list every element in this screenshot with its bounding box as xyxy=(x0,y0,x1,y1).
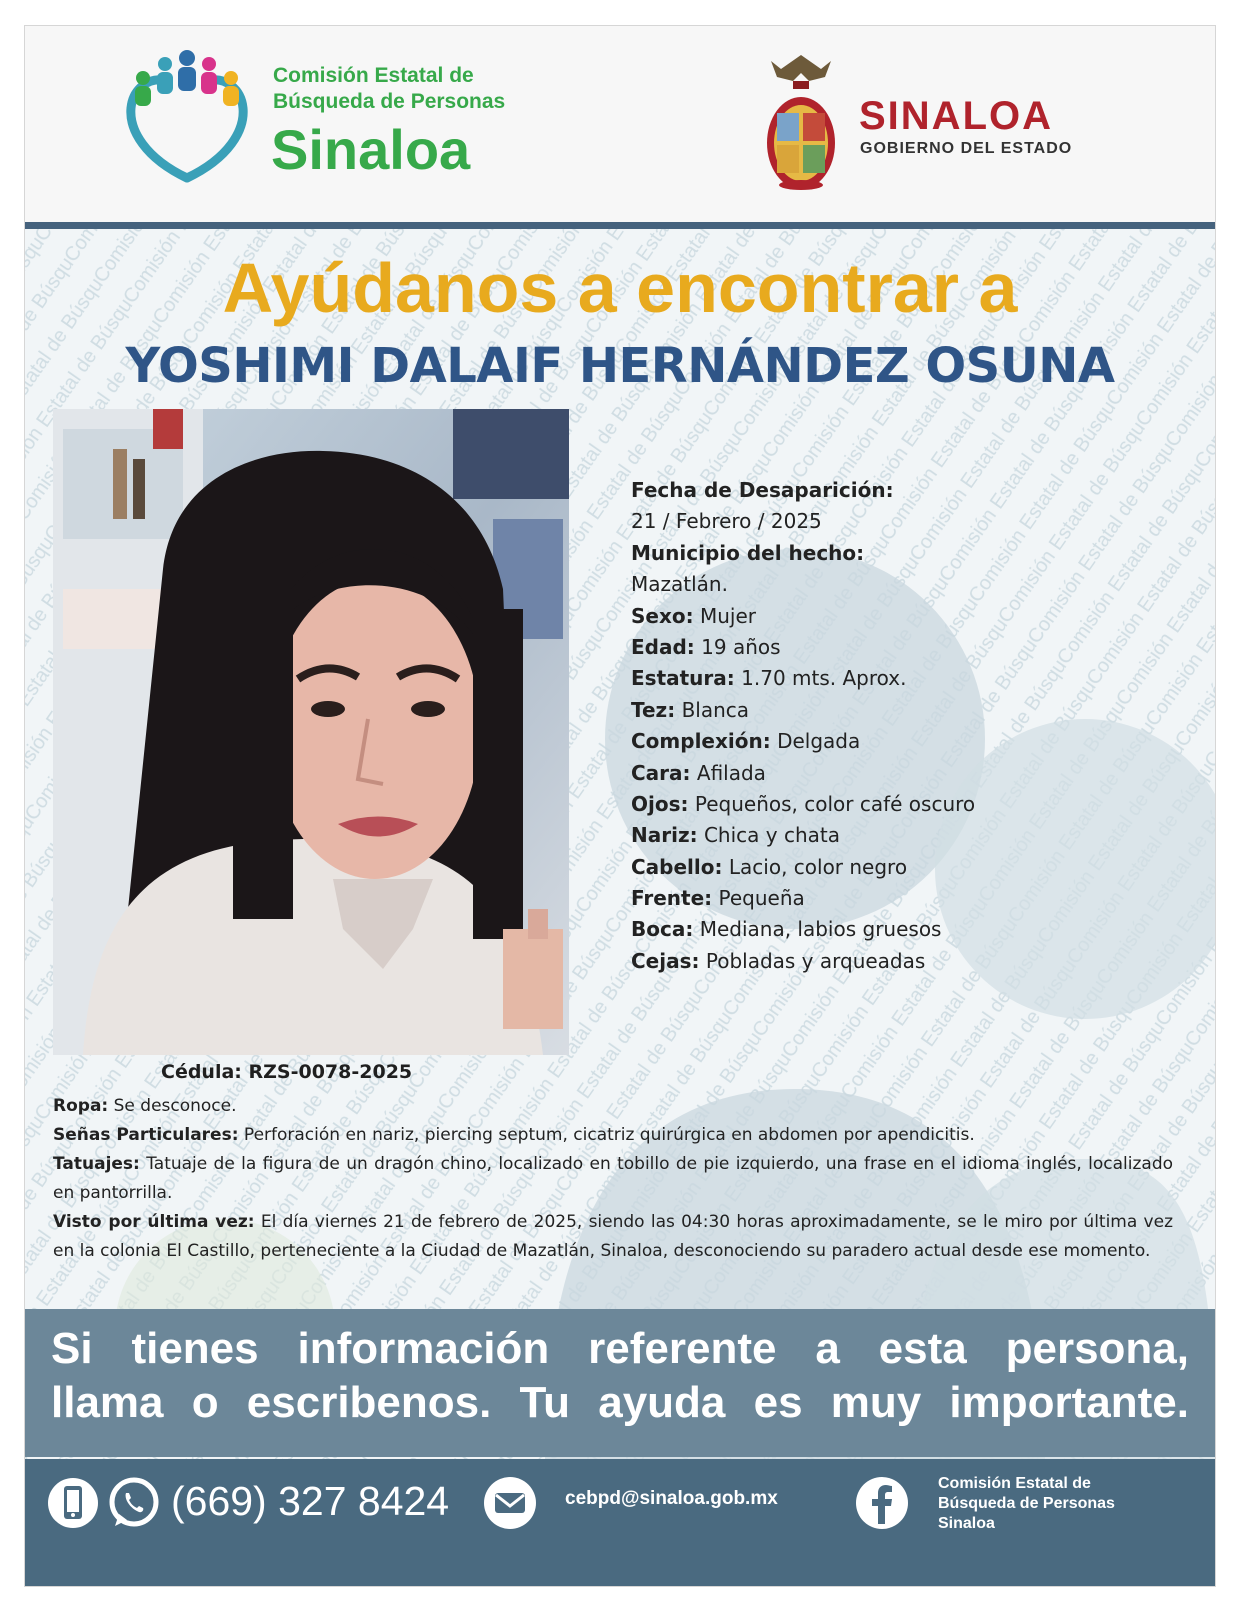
visto-value: El día viernes 21 de febrero de 2025, siendo las 04:30 horas aproximadamente, se le miro por última vez en la colonia El Castillo, perteneciente a la Ciudad de Mazatlán, Sinaloa, desconociendo su paradero actual desde ese momento. xyxy=(53,1212,1173,1261)
cabello-value: Lacio, color negro xyxy=(728,854,908,879)
person-name: YOSHIMI DALAIF HERNÁNDEZ OSUNA xyxy=(125,338,1115,394)
person-details xyxy=(53,1092,1173,1266)
sexo-value: Mujer xyxy=(699,603,756,628)
tatuajes-value: Tatuaje de la figura de un dragón chino, localizado en tobillo de pie izquierdo, una frase en el idioma inglés, localizado en pantorrilla. xyxy=(53,1154,1174,1203)
ropa-value: Se desconoce. xyxy=(113,1096,237,1116)
cejas-label: Cejas: xyxy=(631,948,700,973)
frente-value: Pequeña xyxy=(718,886,805,911)
government-title: SINALOA xyxy=(859,94,1053,138)
fb-org-line-1: Comisión Estatal de xyxy=(938,1475,1091,1492)
poster-header xyxy=(25,26,1215,222)
ojos-value: Pequeños, color café oscuro xyxy=(694,791,976,816)
facebook-org-name[interactable] xyxy=(938,1474,1115,1534)
visto-label: Visto por última vez: xyxy=(53,1212,255,1232)
municipio-label: Municipio del hecho: xyxy=(631,540,865,565)
fact-nariz xyxy=(631,820,1191,851)
org-name-line-1: Comisión Estatal de xyxy=(273,64,474,87)
missing-person-poster xyxy=(24,25,1216,1587)
fb-org-line-2: Búsqueda de Personas xyxy=(938,1495,1115,1512)
senas-label: Señas Particulares: xyxy=(53,1125,239,1145)
fact-ojos xyxy=(631,789,1191,820)
fecha-value: 21 / Febrero / 2025 xyxy=(631,509,822,534)
org-name-line-2: Búsqueda de Personas xyxy=(273,90,506,113)
fact-cejas xyxy=(631,946,1191,977)
edad-label: Edad: xyxy=(631,634,695,659)
nariz-label: Nariz: xyxy=(631,823,698,848)
cabello-label: Cabello: xyxy=(631,854,723,879)
complexion-label: Complexión: xyxy=(631,729,771,754)
email-icon[interactable] xyxy=(483,1476,537,1530)
header-divider xyxy=(25,222,1215,229)
estatura-value: 1.70 mts. Aprox. xyxy=(741,666,907,691)
org-name-line-3: Sinaloa xyxy=(271,118,471,181)
phone-number[interactable]: (669) 327 8424 xyxy=(171,1478,450,1524)
fact-boca xyxy=(631,914,1191,945)
fact-sexo xyxy=(631,601,1191,632)
cara-label: Cara: xyxy=(631,760,691,785)
cara-value: Afilada xyxy=(696,760,766,785)
fact-cabello xyxy=(631,852,1191,883)
municipio-value: Mazatlán. xyxy=(631,572,728,597)
call-to-action-line-1: Si tienes información referente a esta persona, xyxy=(51,1324,1189,1373)
tatuajes-label: Tatuajes: xyxy=(53,1154,140,1174)
detail-tatuajes xyxy=(53,1150,1173,1208)
nariz-value: Chica y chata xyxy=(703,823,840,848)
fb-org-line-3: Sinaloa xyxy=(938,1515,995,1532)
cedula-id: Cédula: RZS-0078-2025 xyxy=(161,1061,413,1083)
cejas-value: Pobladas y arqueadas xyxy=(705,948,926,973)
tez-label: Tez: xyxy=(631,697,676,722)
whatsapp-icon[interactable] xyxy=(107,1476,161,1530)
fact-cara xyxy=(631,758,1191,789)
detail-ropa xyxy=(53,1092,1173,1121)
ropa-label: Ropa: xyxy=(53,1096,109,1116)
fact-complexion xyxy=(631,726,1191,757)
facebook-icon[interactable] xyxy=(855,1476,909,1530)
frente-label: Frente: xyxy=(631,886,713,911)
tez-value: Blanca xyxy=(681,697,750,722)
senas-value: Perforación en nariz, piercing septum, cicatriz quirúrgica en abdomen por apendicitis. xyxy=(243,1125,975,1145)
edad-value: 19 años xyxy=(701,634,781,659)
estatura-label: Estatura: xyxy=(631,666,735,691)
fact-edad xyxy=(631,632,1191,663)
person-photo xyxy=(53,409,569,1055)
government-subtitle: GOBIERNO DEL ESTADO xyxy=(860,140,1073,157)
phone-icon[interactable] xyxy=(47,1476,99,1530)
boca-value: Mediana, labios gruesos xyxy=(699,917,942,942)
fecha-label: Fecha de Desaparición: xyxy=(631,478,894,502)
boca-label: Boca: xyxy=(631,917,694,942)
ojos-label: Ojos: xyxy=(631,791,689,816)
commission-logo xyxy=(125,48,250,188)
fact-frente xyxy=(631,883,1191,914)
detail-senas xyxy=(53,1121,1173,1150)
fact-estatura xyxy=(631,663,1191,694)
call-to-action-line-2: llama o escribenos. Tu ayuda es muy importante. xyxy=(51,1378,1189,1427)
state-shield-icon xyxy=(763,51,839,191)
headline: Ayúdanos a encontrar a xyxy=(222,249,1018,327)
person-facts xyxy=(631,475,1191,977)
fact-tez xyxy=(631,695,1191,726)
detail-visto xyxy=(53,1208,1173,1266)
sexo-label: Sexo: xyxy=(631,603,694,628)
complexion-value: Delgada xyxy=(777,729,861,754)
email-address[interactable]: cebpd@sinaloa.gob.mx xyxy=(565,1488,778,1509)
